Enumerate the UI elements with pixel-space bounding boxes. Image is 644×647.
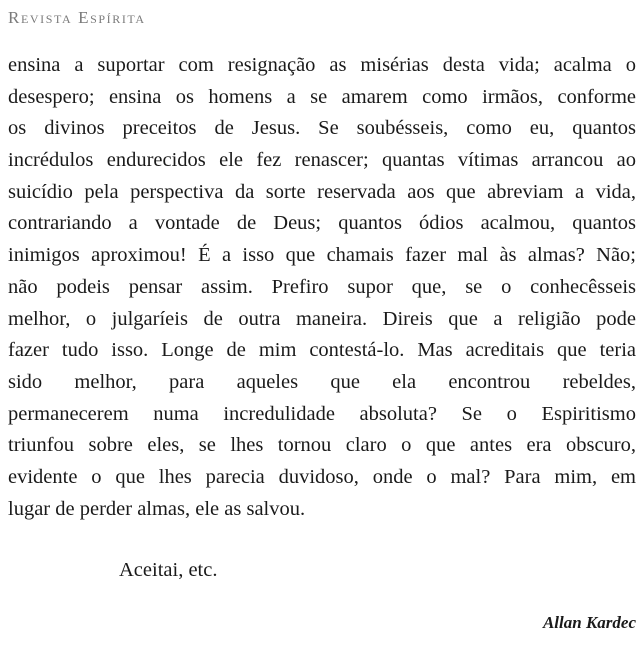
text-line: contrariando a vontade de Deus; quantos ódios acalmou, quantos bbox=[8, 212, 636, 235]
text-line: não podeis pensar assim. Prefiro supor que, se o conhecêsseis bbox=[8, 275, 636, 298]
text-line: ensina a suportar com resignação as misérias desta vida; acalma o bbox=[8, 54, 636, 76]
text-line: inimigos aproximou! É a isso que chamais fazer mal às almas? Não; bbox=[8, 244, 636, 267]
running-head-title: Revista Espírita bbox=[8, 8, 146, 27]
text-line: triunfou sobre eles, se lhes tornou claro o que antes era obscuro, bbox=[8, 434, 636, 457]
text-line: os divinos preceitos de Jesus. Se soubésseis, como eu, quantos bbox=[8, 117, 636, 140]
text-line: incrédulos endurecidos ele fez renascer; quantas vítimas arrancou ao bbox=[8, 149, 636, 172]
text-line-last: lugar de perder almas, ele as salvou. bbox=[8, 497, 306, 520]
body-text bbox=[8, 50, 636, 525]
text-line: fazer tudo isso. Longe de mim contestá-lo. Mas acreditais que teria bbox=[8, 339, 636, 362]
text-line: sido melhor, para aqueles que ela encontrou rebeldes, bbox=[8, 370, 636, 393]
text-line: suicídio pela perspectiva da sorte reservada aos que abreviam a vida, bbox=[8, 180, 636, 203]
text-line: permanecerem numa incredulidade absoluta? Se o Espiritismo bbox=[8, 402, 636, 425]
closing-salutation: Aceitai, etc. bbox=[119, 559, 218, 581]
author-signature: Allan Kardec bbox=[542, 613, 636, 632]
text-line: desespero; ensina os homens a se amarem como irmãos, conforme bbox=[8, 85, 636, 108]
text-line: melhor, o julgaríeis de outra maneira. Direis que a religião pode bbox=[8, 307, 636, 330]
text-line: evidente o que lhes parecia duvidoso, onde o mal? Para mim, em bbox=[8, 465, 636, 488]
